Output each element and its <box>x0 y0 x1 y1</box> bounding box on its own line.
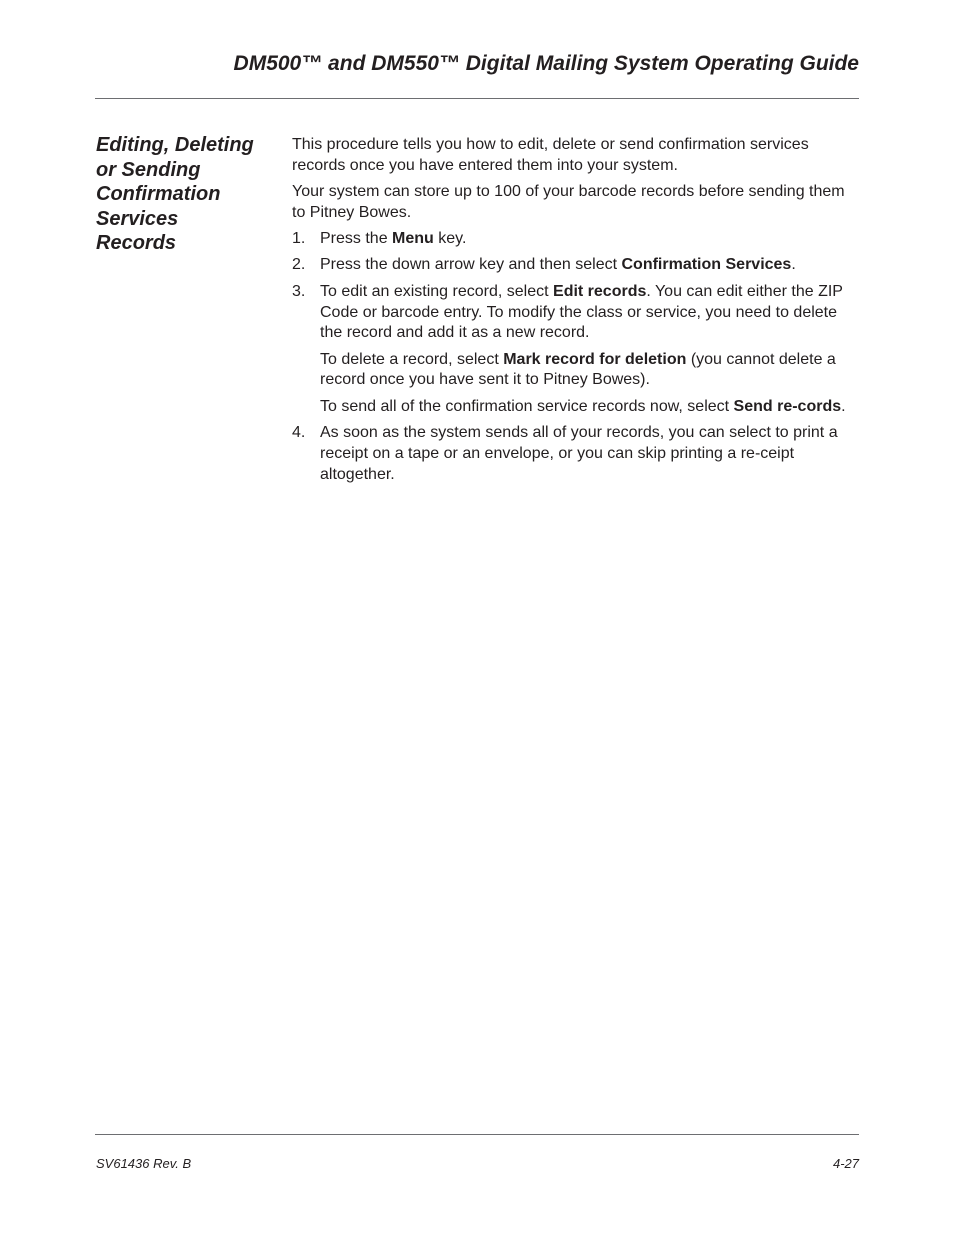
menu-option-name: Send re-cords <box>733 397 842 415</box>
step-item <box>292 229 862 250</box>
step-subparagraph: To send all of the confirmation service records now, select Send re-cords. <box>320 397 846 415</box>
step-item <box>292 255 862 276</box>
section-heading-line: Services <box>96 207 179 230</box>
header-divider <box>95 98 859 99</box>
section-heading-line: Records <box>96 232 177 254</box>
step-number: 1. <box>292 230 306 248</box>
section-heading-line: Editing, Deleting <box>96 134 254 156</box>
section-heading-line: Confirmation <box>96 183 221 205</box>
step-number: 4. <box>292 424 306 442</box>
page-header-title: DM500™ and DM550™ Digital Mailing System Operating Guide <box>233 52 859 75</box>
step-number: 3. <box>292 282 306 300</box>
procedure-body <box>292 135 862 491</box>
document-id: SV61436 Rev. B <box>96 1156 192 1171</box>
step-text: Press the down arrow key and then select Confirmation Services. <box>320 256 796 274</box>
step-item <box>292 423 862 485</box>
step-number: 2. <box>292 256 306 274</box>
step-subparagraph: To delete a record, select Mark record for deletion (you cannot delete a record once you have sent it to Pitney Bowes). <box>320 350 836 389</box>
step-item <box>292 282 862 418</box>
menu-option-name: Edit records <box>553 282 647 300</box>
intro-paragraph: Your system can store up to 100 of your barcode records before sending them to Pitney Bowes. <box>292 183 845 221</box>
intro-paragraph: This procedure tells you how to edit, delete or send confirmation services records once you have entered them into your system. <box>292 136 809 174</box>
key-name: Menu <box>392 230 434 248</box>
footer-divider <box>95 1134 859 1135</box>
page-number: 4-27 <box>832 1156 859 1171</box>
step-text: Press the Menu key. <box>320 230 467 248</box>
menu-option-name: Mark record for deletion <box>503 350 687 368</box>
section-heading-line: or Sending <box>96 158 201 181</box>
step-text: As soon as the system sends all of your records, you can select to print a receipt on a tape or an envelope, or you can skip printing a re-ceipt altogether. <box>320 424 838 483</box>
step-text: To edit an existing record, select Edit records. You can edit either the ZIP Code or barcode entry. To modify the class or service, you need to delete the record and add it as a new record. <box>320 282 843 342</box>
menu-option-name: Confirmation Services <box>621 256 792 274</box>
section-heading <box>96 133 276 256</box>
